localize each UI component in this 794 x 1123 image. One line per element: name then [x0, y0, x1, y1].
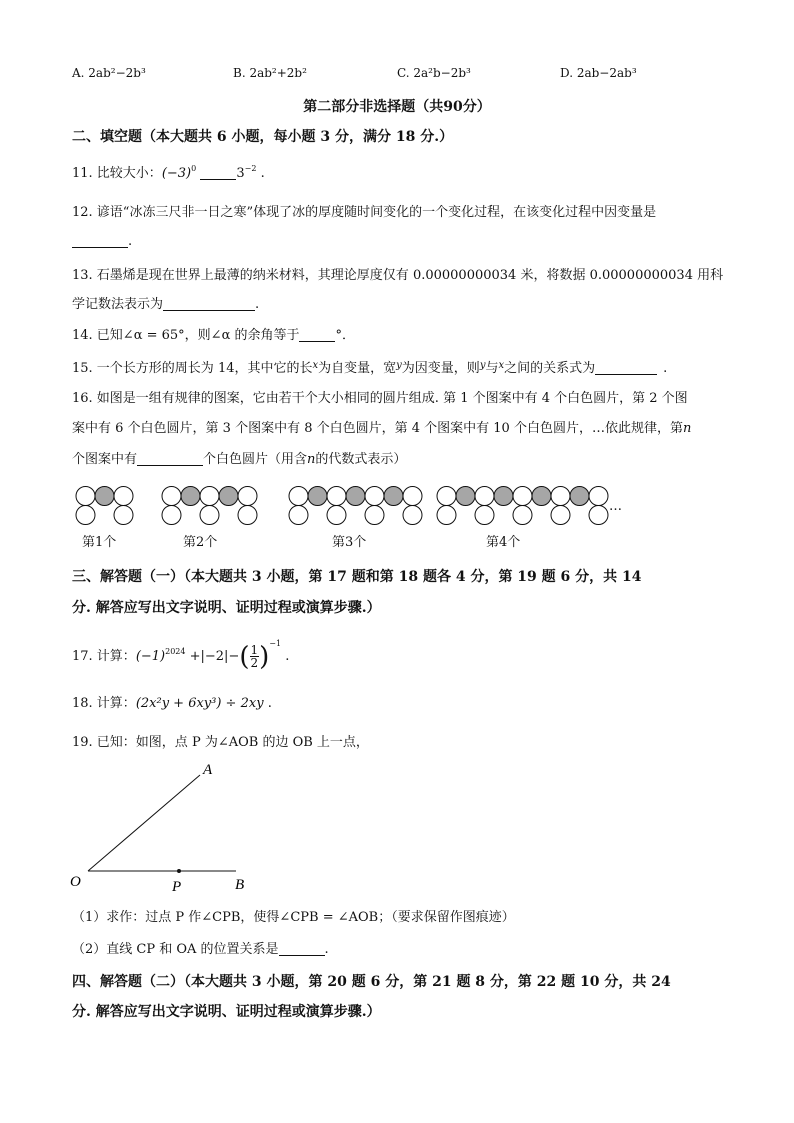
q13-prefix: 学记数法表示为	[72, 297, 164, 312]
q11-exp0: 0	[191, 164, 197, 173]
q11-base: (−3)	[161, 166, 192, 181]
q18-prefix: 18. 计算：	[72, 696, 136, 711]
question-19-part2	[72, 940, 329, 960]
q19-part2-prefix: （2）直线 CP 和 OA 的位置关系是	[72, 942, 279, 957]
q17-exp2: −1	[269, 639, 282, 648]
q18-expr: (2x²y + 6xy³) ÷ 2xy	[135, 696, 264, 711]
question-19-part1: （1）求作：过点 P 作∠CPB，使得∠CPB = ∠AOB；（要求保留作图痕迹）	[72, 910, 515, 925]
label-p: P	[172, 879, 182, 895]
q19-part2-end: .	[324, 942, 329, 957]
pattern-label-1: 第1个	[82, 535, 117, 550]
q15-part5: 之间的关系式为	[504, 361, 596, 376]
q15-y2: y	[479, 360, 486, 371]
q13-end: .	[255, 297, 260, 312]
option-c: C. 2a²b−2b³	[397, 66, 471, 80]
q16-n2: n	[307, 452, 316, 467]
q15-part1: 15. 一个长方形的周长为 14，其中它的长	[72, 361, 313, 376]
label-a: A	[203, 762, 213, 778]
q16-line3b: 个白色圆片（用含	[203, 452, 308, 467]
q15-x2: x	[498, 360, 505, 371]
q17-prefix: 17. 计算：	[72, 649, 136, 664]
q11-prefix: 11. 比较大小：	[72, 166, 162, 181]
q16-line3c: 的代数式表示）	[315, 452, 407, 467]
section2-heading: 二、填空题（本大题共 6 小题，每小题 3 分，满分 18 分.）	[72, 129, 454, 145]
q17-num: 1	[250, 643, 259, 657]
q19-blank[interactable]	[279, 941, 325, 956]
q15-end: .	[663, 361, 668, 376]
q11-end: .	[260, 166, 265, 181]
option-b: B. 2ab²+2b²	[233, 66, 307, 80]
question-13-line1: 13. 石墨烯是现在世界上最薄的纳米材料，其理论厚度仅有 0.00000000034 米，将数据 0.00000000034 用科	[72, 268, 724, 283]
question-17: 17. 计算：$(-1)^{2024} +|-2|-$( $\frac{1}{2}$ )$^{-1}$ .	[72, 639, 290, 672]
q15-y: y	[396, 360, 402, 371]
ray-oa	[88, 775, 200, 871]
question-12-line1: 12. 谚语“冰冻三尺非一日之寒”体现了冰的厚度随时间变化的一个变化过程，在该变化过程中因变量是	[72, 205, 657, 220]
label-o: O	[70, 874, 81, 890]
option-a: A. 2ab²−2b³	[72, 66, 146, 80]
q18-end: .	[267, 696, 272, 711]
q17-mid: +|−2|−	[189, 649, 240, 664]
option-d: D. 2ab−2ab³	[560, 66, 637, 80]
question-19: 19. 已知：如图，点 P 为∠AOB 的边 OB 上一点，	[72, 735, 369, 750]
section4-heading-line2: 分. 解答应写出文字说明、证明过程或演算步骤.）	[72, 1004, 381, 1020]
q15-x: x	[312, 360, 319, 371]
pattern-ellipsis: …	[609, 499, 622, 514]
q11-rhs: 3	[236, 166, 245, 181]
q15-part4: 与	[485, 361, 499, 376]
q15-part2: 为自变量，宽	[318, 361, 397, 376]
q17-den: 2	[250, 656, 259, 670]
section3-heading-line1: 三、解答题（一）（本大题共 3 小题，第 17 题和第 18 题各 4 分，第 19 题 6 分，共 14	[72, 569, 642, 585]
q17-exp: 2024	[165, 647, 186, 656]
q11-exp2: −2	[244, 164, 257, 173]
pattern-label-4: 第4个	[486, 535, 521, 550]
section4-heading-line1: 四、解答题（二）（本大题共 3 小题，第 20 题 6 分，第 21 题 8 分，第 22 题 10 分，共 24	[72, 974, 671, 990]
section3-heading-line2: 分. 解答应写出文字说明、证明过程或演算步骤.）	[72, 600, 381, 616]
q16-line2a: 案中有 6 个白色圆片，第 3 个图案中有 8 个白色圆片，第 4 个图案中有 10 个白色圆片，…依此规律，第	[72, 421, 683, 436]
q15-part3: 为因变量，则	[401, 361, 480, 376]
label-b: B	[235, 877, 245, 893]
q16-n: n	[682, 421, 692, 436]
q14-prefix: 14. 已知∠α = 65°，则∠α 的余角等于	[72, 328, 300, 343]
q17-end: .	[285, 649, 290, 664]
pattern-label-3: 第3个	[332, 535, 367, 550]
q17-base: (−1)	[135, 649, 166, 664]
q16-line3a: 个图案中有	[72, 452, 138, 467]
q14-suffix: °．	[335, 328, 355, 343]
q12-end: .	[128, 234, 133, 249]
part2-title: 第二部分非选择题（共90分）	[303, 99, 491, 115]
point-p	[177, 869, 181, 873]
pattern-label-2: 第2个	[183, 535, 218, 550]
question-16-line1: 16. 如图是一组有规律的图案，它由若干个大小相同的圆片组成. 第 1 个图案中有 4 个白色圆片，第 2 个图	[72, 391, 688, 406]
